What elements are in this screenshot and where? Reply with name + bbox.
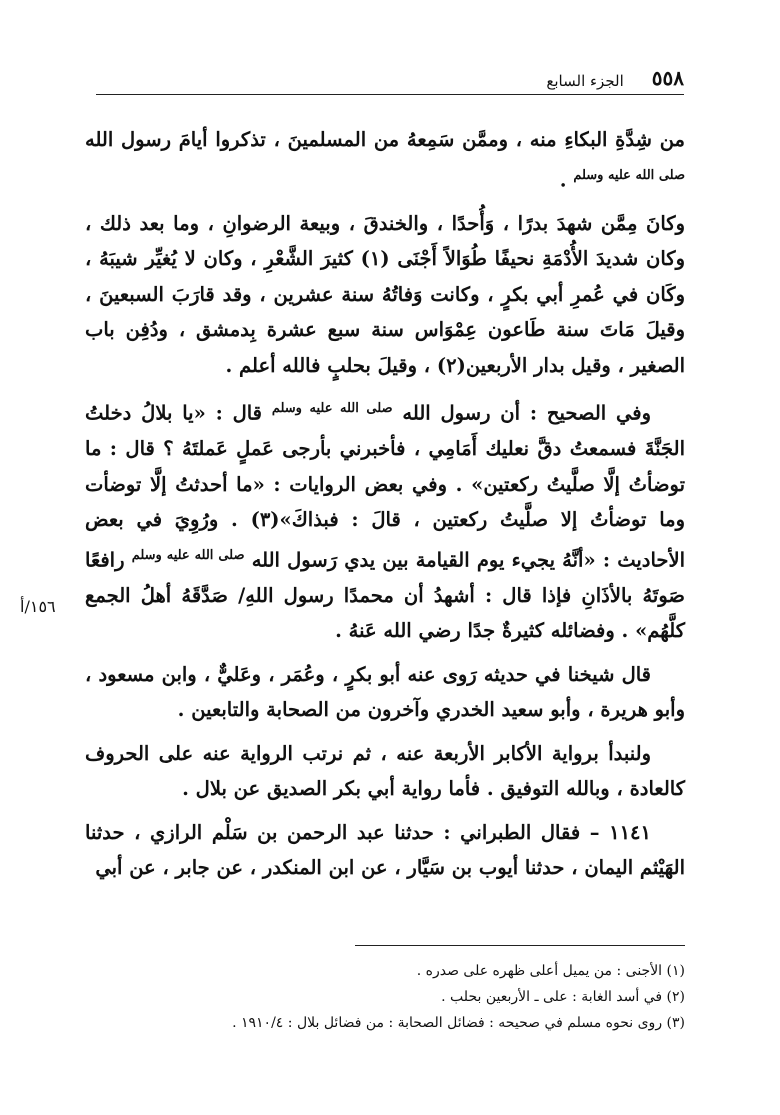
paragraph-3-text-c: رافعًا صَوتَهُ بالأذَانِ فإذا قال : أشهدُ أن محمدًا رسول اللهِ/ صَدَّقَهُ أهلُ الجمع كلَّهُم» . وفضائله كثيرةٌ جدًا رضي الله عَنهُ . (85, 548, 685, 642)
salla-honorific: صلى الله عليه وسلم (131, 547, 245, 563)
footnote-2: (٢) في أسد الغابة : على ـ الأربعين بحلب . (441, 989, 685, 1005)
paragraph-2: وكانَ مِمَّن شهدَ بدرًا ، وَأُحدًا ، والخندقَ ، وبيعة الرضوانِ ، وما بعد ذلك ، وكان شديدَ الأُدْمَةِ نحيفًا طُوَالاً أَجْنَى (١) كثيرَ الشَّعْرِ ، وكان لا يُغيِّر شيبَهُ ، وكَان في عُمرِ أبي بكرٍ ، وكانت وَفاتُهُ سنة عشرين ، وقد قارَبَ السبعينَ ، وقيلَ مَاتَ سنة طَاعون عِمْوَاس سنة سبع عشرة بِدمشق ، ودُفِن باب الصغير ، وقيل بدار الأربعين(٢) ، وقيلَ بحلبٍ فالله أعلم . (85, 211, 685, 377)
footnote-divider (355, 945, 685, 946)
paragraph-6 (85, 815, 685, 886)
running-header (96, 62, 684, 95)
paragraph-3-text-b: قال : «يا بلالُ دخلتُ الجَنَّةَ فسمعتُ دقَّ نعليك أَمَامِي ، فأخبرني بأرجى عَملٍ عَملتَهُ ؟ قال : ما توضأتُ إلَّا صلَّيتُ ركعتين» . وفي بعض الروايات : «ما أحدثتُ إلَّا توضأت وما توضأتُ إلا صلَّيتُ ركعتين ، قالَ : فبذاكَ»(٣) . ورُوِيَ في بعض الأحاديث : «أنَّهُ يجيء يوم القيامة بين يدي رَسول الله (85, 401, 685, 571)
hadith-number: ١١٤١ – (589, 820, 651, 844)
footnote-3: (٣) روى نحوه مسلم في صحيحه : فضائل الصحابة : من فضائل بلال : ١٩١٠/٤ . (232, 1015, 685, 1031)
footnote-1: (١) الأجنى : من يميل أعلى ظهره على صدره . (416, 963, 685, 979)
paragraph-5: ولنبدأ برواية الأكابر الأربعة عنه ، ثم نرتب الرواية عنه على الحروف كالعادة ، وبالله التوفيق . فأما رواية أبي بكر الصديق عن بلال . (85, 741, 685, 800)
paragraph-3 (85, 391, 685, 649)
paragraph-3-text-a: وفي الصحيح : أن رسول الله (402, 401, 651, 425)
page-number: ٥٥٨ (651, 66, 684, 90)
manuscript-folio-note: ١٥٦/أ (20, 597, 56, 616)
paragraph-1-text: من شِدَّةِ البكاءِ منه ، وممَّن سَمِعهُ من المسلمينَ ، تذكروا أيامَ رسول الله (85, 128, 685, 151)
volume-title: الجزء السابع (546, 72, 624, 90)
paragraph-1: من شِدَّةِ البكاءِ منه ، وممَّن سَمِعهُ من المسلمينَ ، تذكروا أيامَ رسول الله $^{صلى الله عليه وسلم}$ . (85, 128, 685, 191)
footnotes (140, 958, 685, 1036)
paragraph-6-text: فقال الطبراني : حدثنا عبد الرحمن بن سَلْم الرازي ، حدثنا الهَيْثم اليمان ، حدثنا أيوب بن سَيَّار ، عن ابن المنكدر ، عن جابر ، عن أبي (85, 820, 685, 879)
main-text (85, 122, 685, 894)
salla-honorific: صلى الله عليه وسلم (573, 167, 685, 183)
paragraph-4: قال شيخنا في حديثه رَوى عنه أبو بكرٍ ، وعُمَر ، وعَليٌّ ، وابن مسعود ، وأبو هريرة ، وأبو سعيد الخدري وآخرون من الصحابة والتابعين . (85, 662, 685, 721)
salla-honorific: صلى الله عليه وسلم (271, 401, 393, 416)
